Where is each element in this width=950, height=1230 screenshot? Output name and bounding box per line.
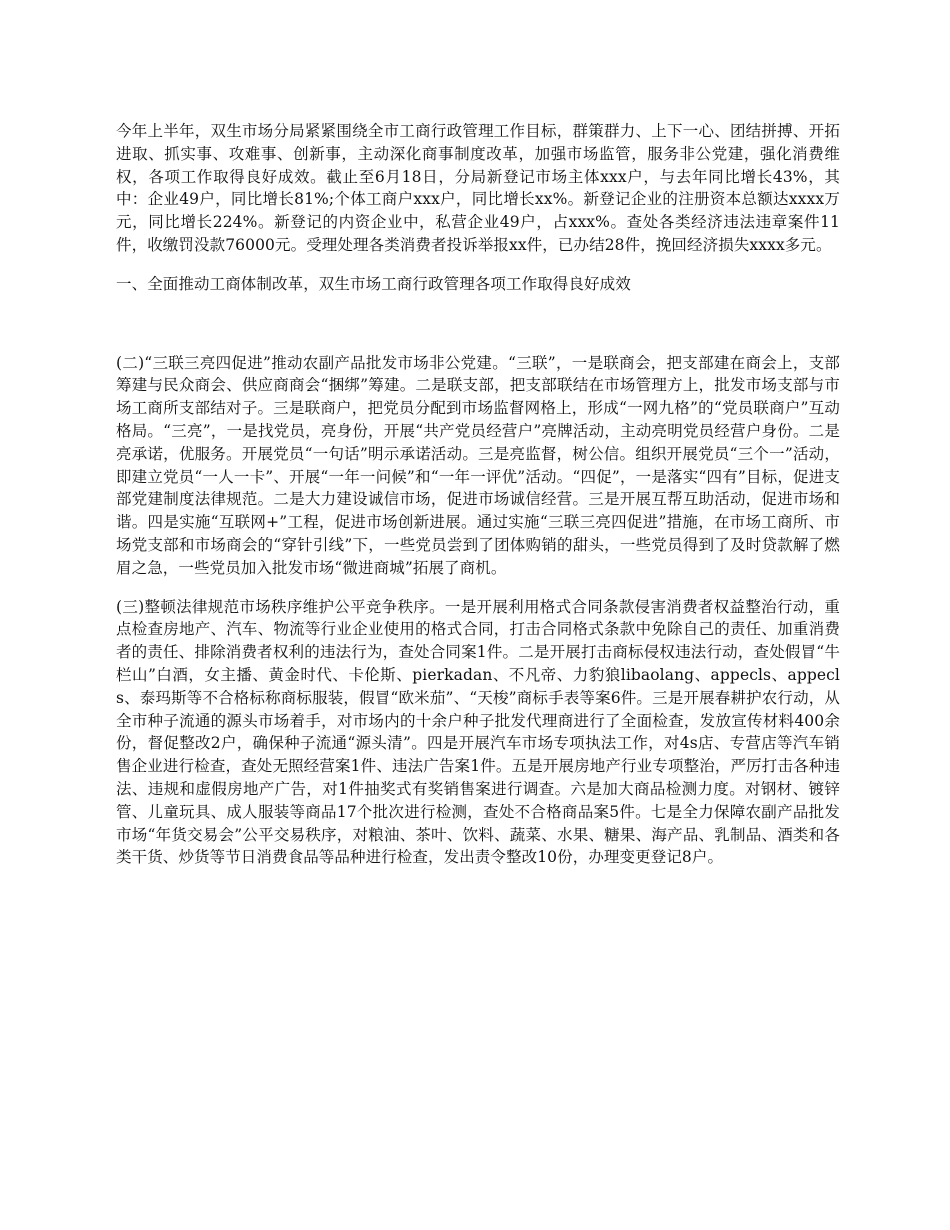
section-spacer bbox=[116, 312, 840, 352]
section-heading: 一、全面推动工商体制改革，双生市场工商行政管理各项工作取得良好成效 bbox=[116, 274, 631, 293]
document-page bbox=[116, 120, 840, 885]
party-building-paragraph: (二)“三联三亮四促进”推动农副产品批发市场非公党建。“三联”，一是联商会，把支部建在商会上，支部筹建与民众商会、供应商商会“捆绑”筹建。二是联支部，把支部联结在市场管理方上，批发市场支部与市场工商所支部结对子。三是联商户，把党员分配到市场监督网格上，形成“一网九格”的“党员联商户”互动格局。“三亮”，一是找党员，亮身份，开展“共产党员经营户”亮牌活动，主动亮明党员经营户身份。二是亮承诺，优服务。开展党员“一句话”明示承诺活动。三是亮监督，树公信。组织开展党员“三个一”活动，即建立党员“一人一卡”、开展“一年一问候”和“一年一评优”活动。“四促”，一是落实“四有”目标，促进支部党建制度法律规范。二是大力建设诚信市场，促进市场诚信经营。三是开展互帮互助活动，促进市场和谐。四是实施“互联网+”工程，促进市场创新进展。通过实施“三联三亮四促进”措施，在市场工商所、市场党支部和市场商会的“穿针引线”下，一些党员尝到了团体购销的甜头，一些党员得到了及时贷款解了燃眉之急，一些党员加入批发市场“微进商城”拓展了商机。 bbox=[116, 353, 840, 577]
intro-paragraph: 今年上半年，双生市场分局紧紧围绕全市工商行政管理工作目标，群策群力、上下一心、团结拼搏、开拓进取、抓实事、攻难事、创新事，主动深化商事制度改革，加强市场监管，服务非公党建，强化消费维权，各项工作取得良好成效。截止至6月18日，分局新登记市场主体xxx户，与去年同比增长43%，其中：企业49户，同比增长81%;个体工商户xxx户，同比增长xx%。新登记企业的注册资本总额达xxxx万元，同比增长224%。新登记的内资企业中，私营企业49户，占xxx%。查处各类经济违法违章案件11件，收缴罚没款76000元。受理处理各类消费者投诉举报xx件，已办结28件，挽回经济损失xxxx多元。 bbox=[116, 122, 840, 254]
market-order-paragraph: (三)整顿法律规范市场秩序维护公平竞争秩序。一是开展利用格式合同条款侵害消费者权益整治行动，重点检查房地产、汽车、物流等行业企业使用的格式合同，打击合同格式条款中免除自己的责任、加重消费者的责任、排除消费者权利的违法行为，查处合同案1件。二是开展打击商标侵权违法行动，查处假冒“牛栏山”白酒，女主播、黄金时代、卡伦斯、pierkadan、不凡帝、力豹狼libaolang、appecls、appecls、泰玛斯等不合格标称商标服装，假冒“欧米茄”、“天梭”商标手表等案6件。三是开展春耕护农行动，从全市种子流通的源头市场着手，对市场内的十余户种子批发代理商进行了全面检查，发放宣传材料400余份，督促整改2户，确保种子流通“源头清”。四是开展汽车市场专项执法工作，对4s店、专营店等汽车销售企业进行检查，查处无照经营案1件、违法广告案1件。五是开展房地产行业专项整治，严厉打击各种违法、违规和虚假房地产广告，对1件抽奖式有奖销售案进行调查。六是加大商品检测力度。对钢材、镀锌管、儿童玩具、成人服装等商品17个批次进行检测，查处不合格商品案5件。七是全力保障农副产品批发市场“年货交易会”公平交易秩序，对粮油、茶叶、饮料、蔬菜、水果、糖果、海产品、乳制品、酒类和各类干货、炒货等节日消费食品等品种进行检查，发出责令整改10份，办理变更登记8户。 bbox=[116, 597, 840, 867]
